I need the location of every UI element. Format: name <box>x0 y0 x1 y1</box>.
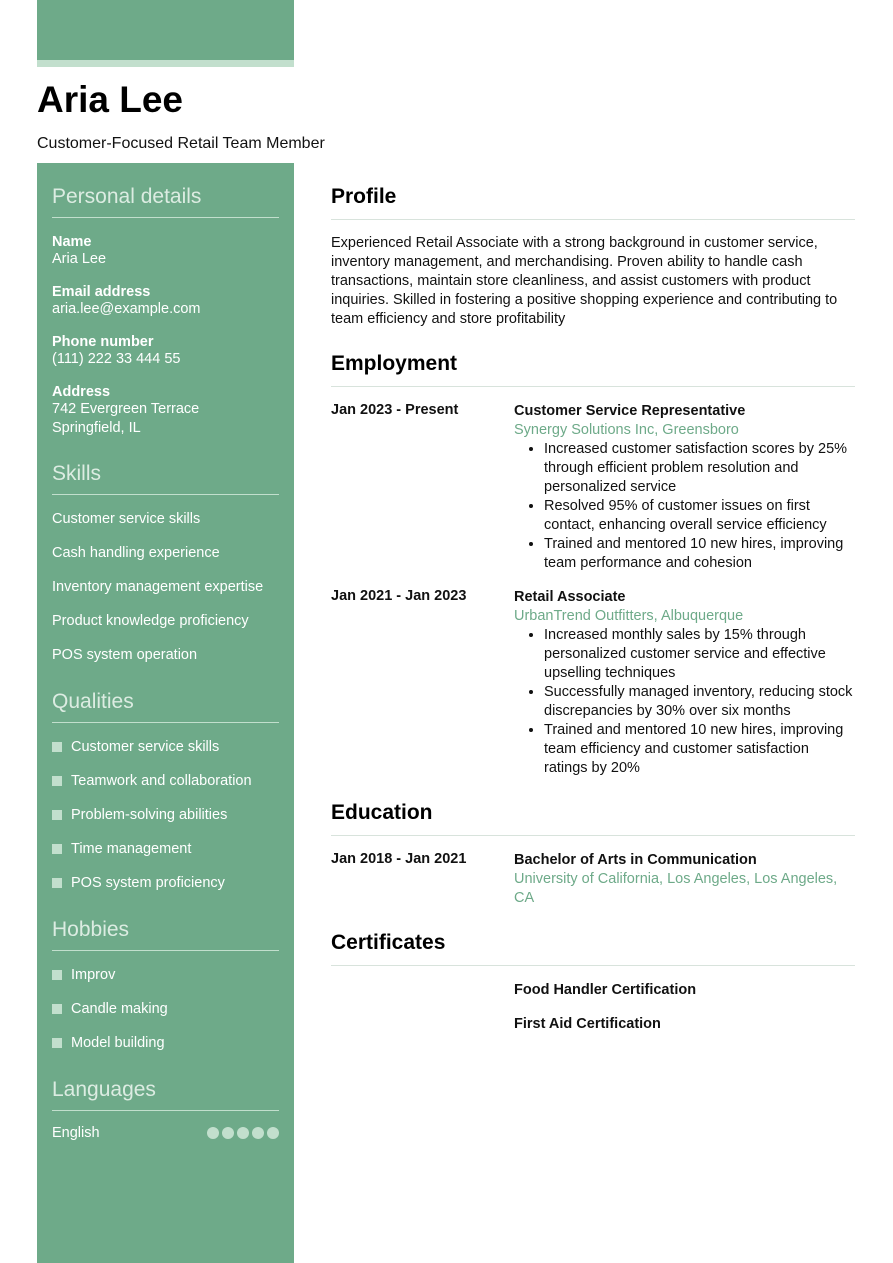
email-value: aria.lee@example.com <box>52 301 201 317</box>
languages-heading: Languages <box>52 1078 279 1111</box>
qualities-list <box>52 730 279 900</box>
employment-entry <box>331 588 855 778</box>
address-label: Address <box>52 384 111 400</box>
skills-list <box>52 502 279 672</box>
square-bullet-icon <box>52 844 62 854</box>
hobbies-list <box>52 958 279 1060</box>
job-bullet: • Increased monthly sales by 15% through personalized customer service and effective upselling techniques <box>544 626 855 683</box>
certificate-title: First Aid Certification <box>514 1016 661 1032</box>
skill-item: Product knowledge proficiency <box>52 613 249 629</box>
personal-name-block <box>52 234 279 269</box>
job-bullets <box>514 440 855 573</box>
candidate-subtitle: Customer-Focused Retail Team Member <box>37 135 325 152</box>
header-accent-strip <box>37 60 294 67</box>
quality-item <box>52 832 279 866</box>
education-body <box>514 851 855 908</box>
quality-item <box>52 730 279 764</box>
job-bullet: • Increased customer satisfaction scores by 25% through efficient problem resolution and personalized service <box>544 440 855 497</box>
employment-body <box>514 588 855 778</box>
employment-heading: Employment <box>331 352 855 387</box>
employment-body <box>514 402 855 573</box>
personal-details-heading: Personal details <box>52 185 279 218</box>
job-bullet: • Trained and mentored 10 new hires, improving team efficiency and customer satisfaction ratings by 20% <box>544 721 855 778</box>
square-bullet-icon <box>52 1038 62 1048</box>
language-row <box>52 1125 279 1141</box>
candidate-name: Aria Lee <box>37 79 184 120</box>
level-dot-icon <box>252 1127 264 1139</box>
quality-label: Problem-solving abilities <box>71 807 228 823</box>
main-content <box>331 163 855 1034</box>
degree-title: Bachelor of Arts in Communication <box>514 852 757 868</box>
certificate-body <box>514 1015 855 1034</box>
hobby-label: Model building <box>71 1035 165 1051</box>
job-title: Retail Associate <box>514 589 626 605</box>
header-color-block <box>37 0 294 60</box>
square-bullet-icon <box>52 810 62 820</box>
job-bullet: • Trained and mentored 10 new hires, improving team performance and cohesion <box>544 535 855 573</box>
quality-item <box>52 866 279 900</box>
quality-item <box>52 764 279 798</box>
certificate-body <box>514 981 855 1000</box>
personal-address-block <box>52 384 279 438</box>
employment-entry <box>331 402 855 573</box>
name-label: Name <box>52 234 92 250</box>
skill-item: Inventory management expertise <box>52 579 264 595</box>
name-value: Aria Lee <box>52 251 107 267</box>
level-dot-icon <box>267 1127 279 1139</box>
email-label: Email address <box>52 284 151 300</box>
square-bullet-icon <box>52 878 62 888</box>
job-bullets <box>514 626 855 778</box>
hobby-item <box>52 1026 279 1060</box>
quality-label: Teamwork and collaboration <box>71 773 252 789</box>
square-bullet-icon <box>52 970 62 980</box>
skill-item: Cash handling experience <box>52 545 220 561</box>
profile-text: Experienced Retail Associate with a strong background in customer service, inventory management, and merchandising. Proven ability to handle cash transactions, maintain store cleanliness, and assist customers with product inquiries. Skilled in fostering a positive shopping experience and contributing to team efficiency and store profitability <box>331 235 838 327</box>
certificate-title: Food Handler Certification <box>514 982 697 998</box>
certificate-date <box>331 1015 514 1034</box>
certificate-entry <box>331 1015 855 1034</box>
phone-value: (111) 222 33 444 55 <box>52 351 181 367</box>
institution: University of California, Los Angeles, Los Angeles, CA <box>514 871 838 906</box>
skills-heading: Skills <box>52 462 279 495</box>
phone-label: Phone number <box>52 334 154 350</box>
sidebar <box>37 163 294 1263</box>
education-date: Jan 2018 - Jan 2021 <box>331 851 467 867</box>
qualities-heading: Qualities <box>52 690 279 723</box>
level-dot-icon <box>207 1127 219 1139</box>
square-bullet-icon <box>52 776 62 786</box>
hobby-item <box>52 992 279 1026</box>
job-bullet: • Successfully managed inventory, reducing stock discrepancies by 30% over six months <box>544 683 855 721</box>
quality-label: Time management <box>71 841 192 857</box>
hobby-label: Improv <box>71 967 116 983</box>
address-line-1: 742 Evergreen Terrace <box>52 401 200 417</box>
language-name: English <box>52 1125 100 1141</box>
education-entry <box>331 851 855 908</box>
square-bullet-icon <box>52 1004 62 1014</box>
employment-date: Jan 2021 - Jan 2023 <box>331 588 467 604</box>
job-bullet: • Resolved 95% of customer issues on first contact, enhancing overall service efficiency <box>544 497 855 535</box>
hobby-label: Candle making <box>71 1001 168 1017</box>
certificates-heading: Certificates <box>331 931 855 966</box>
skill-item: Customer service skills <box>52 511 201 527</box>
certificate-date <box>331 981 514 1000</box>
hobbies-heading: Hobbies <box>52 918 279 951</box>
profile-heading: Profile <box>331 185 855 220</box>
level-dot-icon <box>237 1127 249 1139</box>
personal-phone-block <box>52 334 279 369</box>
education-heading: Education <box>331 801 855 836</box>
quality-item <box>52 798 279 832</box>
square-bullet-icon <box>52 742 62 752</box>
quality-label: Customer service skills <box>71 739 220 755</box>
certificate-entry <box>331 981 855 1000</box>
address-line-2: Springfield, IL <box>52 420 141 436</box>
employer: UrbanTrend Outfitters, Albuquerque <box>514 608 744 624</box>
employer: Synergy Solutions Inc, Greensboro <box>514 422 739 438</box>
hobby-item <box>52 958 279 992</box>
job-title: Customer Service Representative <box>514 403 746 419</box>
employment-date: Jan 2023 - Present <box>331 402 459 418</box>
language-level-dots <box>207 1127 279 1139</box>
personal-email-block <box>52 284 279 319</box>
quality-label: POS system proficiency <box>71 875 225 891</box>
level-dot-icon <box>222 1127 234 1139</box>
skill-item: POS system operation <box>52 647 198 663</box>
